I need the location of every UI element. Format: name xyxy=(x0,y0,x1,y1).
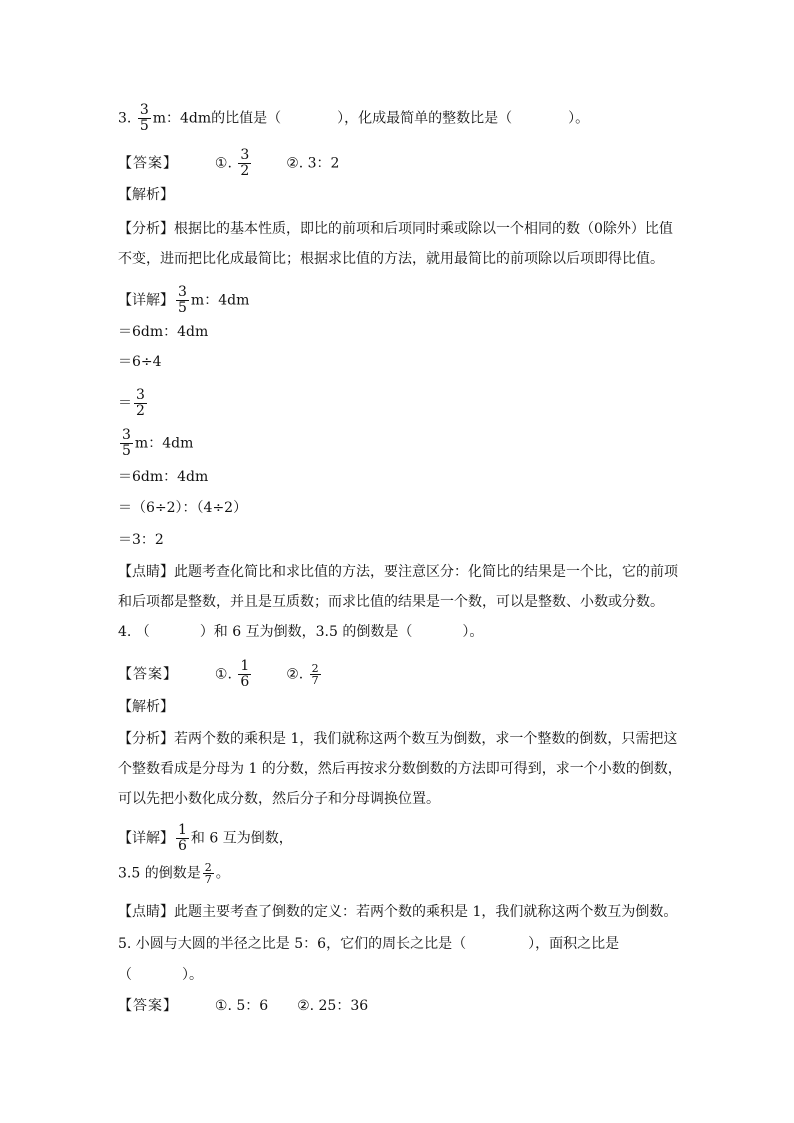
q3-number: 3. xyxy=(118,110,132,127)
q4-fenxi-3: 可以先把小数化成分数，然后分子和分母调换位置。 xyxy=(118,791,440,807)
q5-question-2: （ ）。 xyxy=(118,967,203,983)
jiexi-label: 【解析】 xyxy=(118,699,174,715)
q4-question: 4. （ ）和 6 互为倒数，3.5 的倒数是（ ）。 xyxy=(118,624,484,640)
q3-step-6: ＝（6÷2）：（4÷2） xyxy=(118,500,248,516)
q3-step-2: ＝6÷4 xyxy=(118,354,162,370)
q3-question: 3. $\frac{3}{5}$ m：4dm的比值是（ ），化成最简单的整数比是（ ）。 xyxy=(118,102,590,134)
q4-answer: 【答案】 ①. $\frac{1}{6}$ ②. $\frac{2}{7}$ xyxy=(118,658,319,690)
q4-xiangjie-1: 【详解】 $\frac{1}{6}$ 和 6 互为倒数， xyxy=(118,822,293,854)
q3-step-4: $\frac{3}{5}$ m：4dm xyxy=(122,427,194,459)
q3-answer: 【答案】 ①. $\frac{3}{2}$ ②. 3：2 xyxy=(118,147,340,179)
q4-fenxi-2: 个整数看成是分母为 1 的分数，然后再按求分数倒数的方法即可得到，求一个小数的倒数， xyxy=(118,761,682,777)
q3-dianjing-2: 和后项都是整数，并且是互质数；而求比值的结果是一个数，可以是整数、小数或分数。 xyxy=(118,594,664,610)
q3-step-1: ＝6dm：4dm xyxy=(118,324,209,340)
q3-answer-fraction: $\frac{3}{2}$ xyxy=(240,147,250,179)
q4-dianjing: 【点睛】此题主要考查了倒数的定义：若两个数的乘积是 1，我们就称这两个数互为倒数。 xyxy=(118,904,678,920)
jiexi-label: 【解析】 xyxy=(118,187,174,203)
q5-question-1: 5. 小圆与大圆的半径之比是 5：6，它们的周长之比是（ ），面积之比是 xyxy=(118,936,620,952)
q3-step-3: ＝ $\frac{3}{2}$ xyxy=(118,387,145,419)
q3-dianjing-1: 【点睛】此题考查化简比和求比值的方法，要注意区分：化简比的结果是一个比，它的前项 xyxy=(118,564,678,580)
q4-fenxi-1: 【分析】若两个数的乘积是 1，我们就称这两个数互为倒数，求一个整数的倒数，只需把这 xyxy=(118,731,678,747)
q4-xiangjie-2: 3.5 的倒数是 $\frac{2}{7}$ 。 xyxy=(118,861,230,886)
q3-step-7: ＝3：2 xyxy=(118,532,164,548)
q5-answer: 【答案】 ①. 5：6 ②. 25：36 xyxy=(118,998,369,1014)
q3-fenxi-2: 不变，进而把比化成最简比；根据求比值的方法，就用最简比的前项除以后项即得比值。 xyxy=(118,251,664,267)
q3-fenxi-1: 【分析】根据比的基本性质，即比的前项和后项同时乘或除以一个相同的数（0除外）比值 xyxy=(118,221,673,237)
answer-label: 【答案】 xyxy=(118,155,178,172)
q3-xiangjie: 【详解】 $\frac{3}{5}$ m：4dm xyxy=(118,284,250,316)
q3-fraction: $\frac{3}{5}$ xyxy=(139,102,149,134)
q3-step-5: ＝6dm：4dm xyxy=(118,469,209,485)
